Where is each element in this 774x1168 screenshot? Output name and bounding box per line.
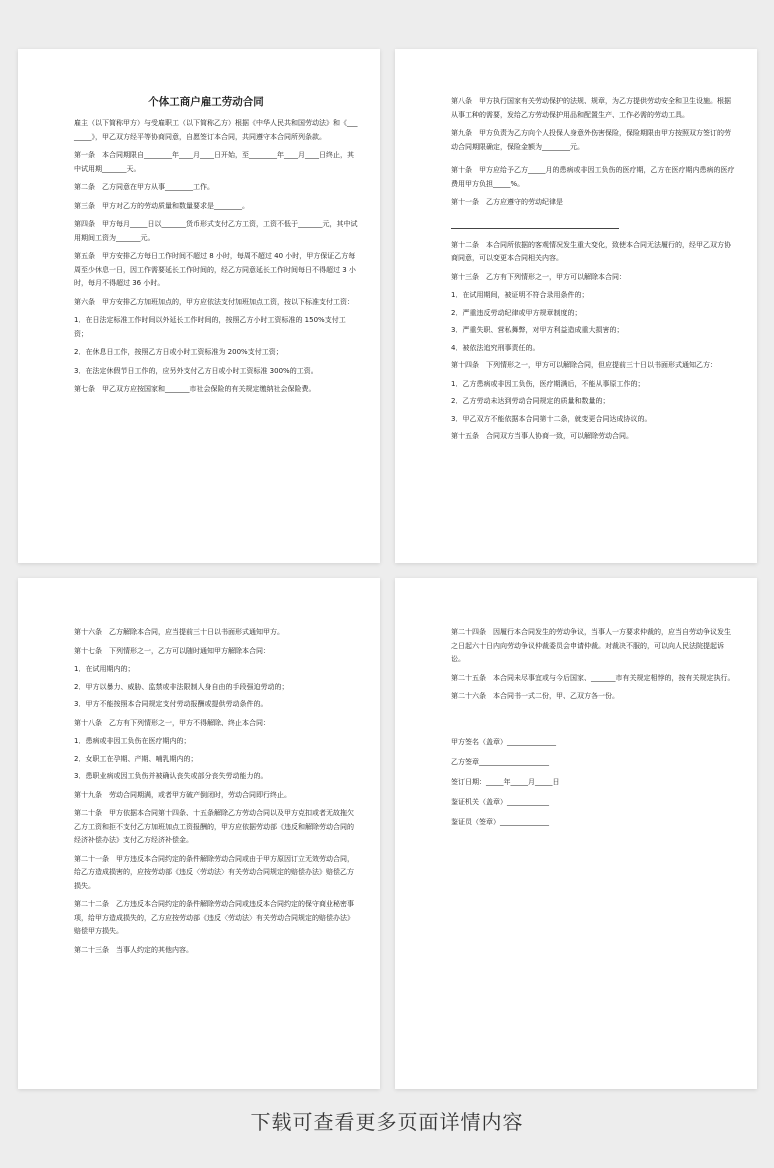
contract-paragraph: 3．甲方不能按照本合同规定支付劳动报酬或提供劳动条件的。: [74, 700, 268, 708]
contract-paragraph: 3．在法定休假节日工作的，应另外支付乙方日或小时工资标准 300%的工资。: [74, 366, 318, 375]
contract-paragraph: 第二十一条 甲方违反本合同约定的条件解除劳动合同或由于甲方原因订立无效劳动合同，给乙方造成损害的，应按劳动部《违反〈劳动法〉有关劳动合同规定的赔偿办法》赔偿乙方损失。: [74, 854, 354, 890]
contract-paragraph: 2．甲方以暴力、威胁、监禁或非法限制人身自由的手段强迫劳动的；: [74, 682, 289, 691]
document-page-4: [395, 578, 757, 1089]
contract-paragraph: 第十三条 乙方有下列情形之一，甲方可以解除本合同：: [451, 272, 626, 281]
contract-paragraph: 第五条 甲方安排乙方每日工作时间不超过 8 小时，每周不超过 40 小时，甲方保证乙方每周至少休息一日，因工作需要延长工作时间的，经乙方同意延长工作时间每日不得超过 3 小时，每月不得超过 36 小时。: [74, 252, 356, 287]
contract-paragraph: 3．严重失职、营私舞弊，对甲方利益造成重大损害的；: [451, 326, 624, 334]
document-page-3: [18, 578, 380, 1089]
contract-paragraph: 第十一条 乙方应遵守的劳动纪律是: [451, 198, 563, 206]
contract-paragraph: 1．在试用期间，被证明不符合录用条件的；: [451, 291, 589, 299]
signature-line-employee: 乙方签章____________________: [451, 757, 549, 766]
contract-paragraph: 第二条 乙方同意在甲方从事________工作。: [74, 183, 214, 191]
contract-paragraph: 第十八条 乙方有下列情形之一，甲方不得解除、终止本合同：: [74, 718, 270, 727]
signature-line-authority: 鉴证机关（盖章）____________: [451, 797, 549, 806]
document-page-2: [395, 49, 757, 563]
contract-paragraph: 1．乙方患病或非因工负伤，医疗期满后，不能从事原工作的；: [451, 379, 645, 388]
signature-line-employer: 甲方签名（盖章）______________: [451, 737, 556, 746]
contract-paragraph: 第十七条 下列情形之一，乙方可以随时通知甲方解除本合同：: [74, 646, 270, 655]
contract-paragraph: 第六条 甲方安排乙方加班加点的，甲方应依法支付加班加点工资，按以下标准支付工资：: [74, 297, 354, 306]
contract-paragraph: 第十条 甲方应给予乙方_____月的患病或非因工负伤的医疗期，乙方在医疗期内患病的医疗费用甲方负担_____%。: [451, 166, 735, 188]
contract-paragraph: 第四条 甲方每月_____日以_______货币形式支付乙方工资，工资不低于_______元，其中试用期间工资为_______元。: [74, 220, 358, 242]
contract-paragraph: 4．被依法追究刑事责任的。: [451, 343, 540, 352]
contract-paragraph: 第十六条 乙方解除本合同，应当提前三十日以书面形式通知甲方。: [74, 628, 284, 636]
contract-paragraph: 1．在试用期内的；: [74, 665, 135, 673]
contract-paragraph: 第二十二条 乙方违反本合同约定的条件解除劳动合同或违反本合同约定的保守商业秘密事项，给甲方造成损失的，乙方应按劳动部《违反〈劳动法〉有关劳动合同规定的赔偿办法》赔偿甲方损失。: [74, 900, 354, 935]
contract-paragraph: 2．女职工在孕期、产期、哺乳期内的；: [74, 754, 198, 763]
contract-paragraph: 3．甲乙双方不能依据本合同第十二条，就变更合同达成协议的。: [451, 414, 652, 423]
contract-paragraph: 第十四条 下列情形之一，甲方可以解除合同，但应提前三十日以书面形式通知乙方：: [451, 361, 717, 369]
contract-paragraph: 第二十六条 本合同书一式二份，甲、乙双方各一份。: [451, 692, 619, 700]
contract-paragraph: 3．患职业病或因工负伤并被确认丧失或部分丧失劳动能力的。: [74, 772, 268, 780]
document-title: 个体工商户雇工劳动合同: [148, 96, 264, 108]
signing-date-line: 签订日期：_____年_____月_____日: [451, 777, 560, 786]
contract-paragraph: 2．严重违反劳动纪律或甲方规章制度的；: [451, 308, 582, 317]
contract-paragraph: 2．在休息日工作，按照乙方日或小时工资标准为 200%支付工资；: [74, 348, 283, 356]
contract-paragraph: 1．在日法定标准工作时间以外延长工作时间的，按照乙方小时工资标准的 150%支付工资；: [74, 316, 346, 338]
contract-paragraph: 第十五条 合同双方当事人协商一致，可以解除劳动合同。: [451, 432, 633, 440]
blank-fill-line: [451, 215, 619, 229]
contract-paragraph: 2．乙方劳动未达到劳动合同规定的质量和数量的；: [451, 397, 610, 405]
signature-line-verifier: 鉴证员（签章）______________: [451, 817, 549, 826]
contract-paragraph: 第三条 甲方对乙方的劳动质量和数量要求是________。: [74, 201, 249, 210]
document-page-1: [18, 49, 380, 563]
contract-paragraph: 第一条 本合同期限自________年____月____日开始，至________年____月____日终止，其中试用期_______天。: [74, 151, 354, 173]
contract-paragraph: 第十二条 本合同所依据的客观情况发生重大变化，致使本合同无法履行的，经甲乙双方协商同意，可以变更本合同相关内容。: [451, 240, 731, 262]
contract-paragraph: 1．患病或非因工负伤在医疗期内的；: [74, 737, 191, 745]
signature-block: [451, 736, 735, 829]
contract-paragraph: 第七条 甲乙双方应按国家和_______市社会保险的有关规定缴纳社会保险费。: [74, 385, 316, 393]
contract-paragraph: 雇主（以下简称甲方）与受雇职工（以下简称乙方）根据《中华人民共和国劳动法》和《________》，甲乙双方经平等协商同意，自愿签订本合同，共同遵守本合同所列条款。: [74, 119, 358, 141]
contract-paragraph: 第二十五条 本合同未尽事宜或与今后国家、_______市有关规定相悖的，按有关规定执行。: [451, 673, 735, 682]
contract-paragraph: 第九条 甲方负责为乙方向个人投保人身意外伤害保险，保险期限由甲方按照双方签订的劳动合同期限确定，保险金额为________元。: [451, 129, 731, 151]
contract-paragraph: 第二十三条 当事人约定的其他内容。: [74, 945, 193, 954]
download-more-caption: 下载可查看更多页面详情内容: [250, 1110, 524, 1134]
contract-paragraph: 第二十条 甲方依据本合同第十四条、十五条解除乙方劳动合同以及甲方克扣或者无故拖欠乙方工资和拒不支付乙方加班加点工资报酬的，甲方应依据劳动部《违反和解除劳动合同的经济补偿办法》支付乙方经济补偿金。: [74, 809, 354, 844]
contract-paragraph: 第二十四条 因履行本合同发生的劳动争议，当事人一方要求仲裁的，应当自劳动争议发生之日起六十日内向劳动争议仲裁委员会申请仲裁。对裁决不服的，可以向人民法院提起诉讼。: [451, 628, 731, 663]
contract-paragraph: 第八条 甲方执行国家有关劳动保护的法规、规章，为乙方提供劳动安全和卫生设施。根据从事工种的需要，发给乙方劳动保护用品和配置生产、工作必需的劳动工具。: [451, 97, 731, 119]
contract-paragraph: 第十九条 劳动合同期满，或者甲方破产倒闭时，劳动合同即行终止。: [74, 790, 291, 799]
